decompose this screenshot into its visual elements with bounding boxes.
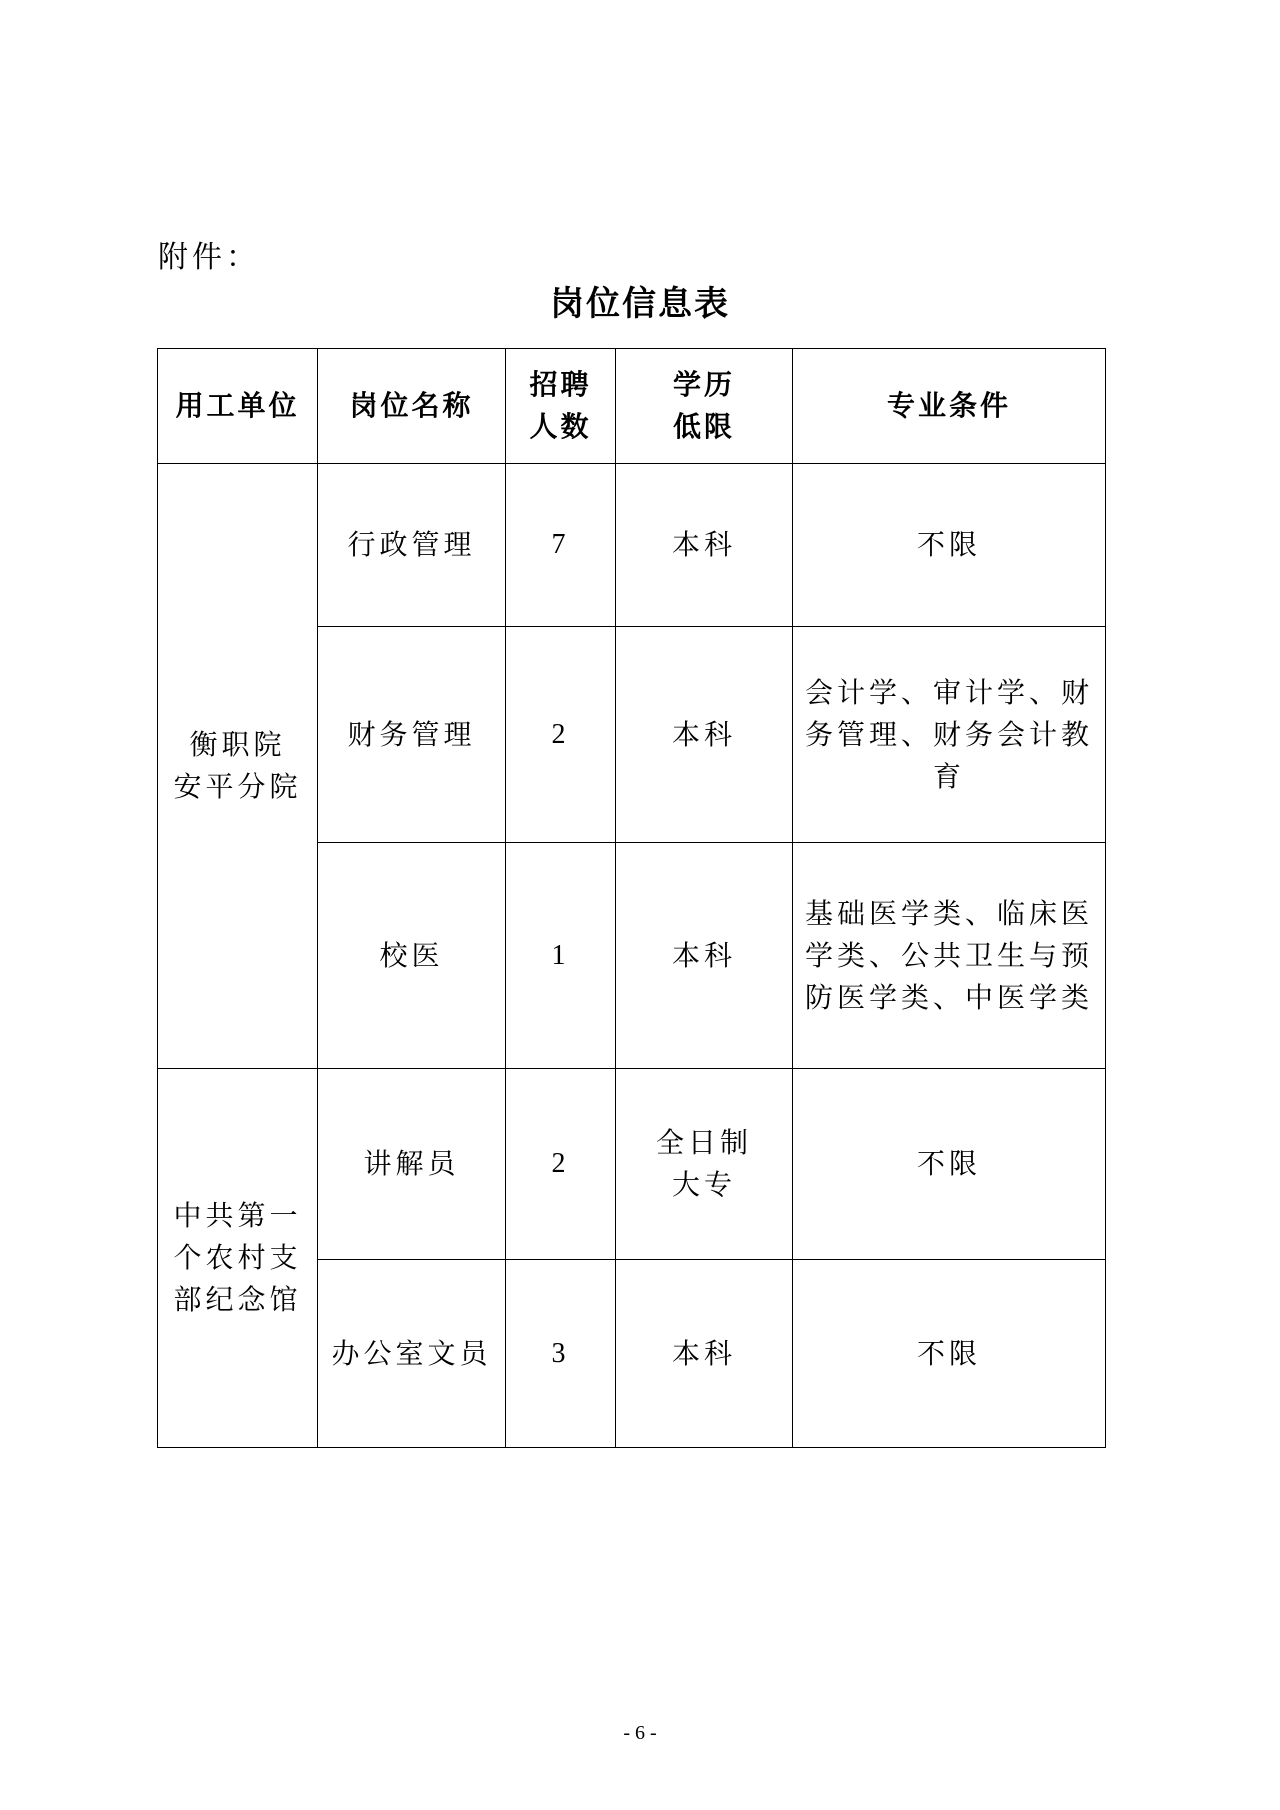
position-cell: 校医 xyxy=(318,843,506,1069)
attachment-label: 附件： xyxy=(158,240,260,275)
count-cell: 7 xyxy=(506,464,616,627)
count-cell: 2 xyxy=(506,1069,616,1260)
education-cell: 全日制 大专 xyxy=(616,1069,793,1260)
count-cell: 1 xyxy=(506,843,616,1069)
position-cell: 讲解员 xyxy=(318,1069,506,1260)
header-position: 岗位名称 xyxy=(318,349,506,464)
major-cell: 不限 xyxy=(793,1069,1106,1260)
major-cell: 会计学、审计学、财务管理、财务会计教育 xyxy=(793,627,1106,843)
page-number: - 6 - xyxy=(623,1722,657,1744)
position-cell: 财务管理 xyxy=(318,627,506,843)
position-cell: 行政管理 xyxy=(318,464,506,627)
education-cell: 本科 xyxy=(616,843,793,1069)
table-row xyxy=(158,464,1106,627)
major-cell: 不限 xyxy=(793,1260,1106,1448)
table-header-row xyxy=(158,349,1106,464)
education-cell: 本科 xyxy=(616,464,793,627)
header-count: 招聘 人数 xyxy=(506,349,616,464)
count-cell: 3 xyxy=(506,1260,616,1448)
unit-cell: 衡职院 安平分院 xyxy=(158,464,318,1069)
position-cell: 办公室文员 xyxy=(318,1260,506,1448)
page-title: 岗位信息表 xyxy=(550,284,730,324)
header-education: 学历 低限 xyxy=(616,349,793,464)
count-cell: 2 xyxy=(506,627,616,843)
education-cell: 本科 xyxy=(616,627,793,843)
table-row xyxy=(158,1069,1106,1260)
education-cell: 本科 xyxy=(616,1260,793,1448)
unit-cell: 中共第一 个农村支 部纪念馆 xyxy=(158,1069,318,1448)
job-info-table xyxy=(157,348,1106,1448)
major-cell: 不限 xyxy=(793,464,1106,627)
major-cell: 基础医学类、临床医学类、公共卫生与预防医学类、中医学类 xyxy=(793,843,1106,1069)
header-unit: 用工单位 xyxy=(158,349,318,464)
header-major: 专业条件 xyxy=(793,349,1106,464)
